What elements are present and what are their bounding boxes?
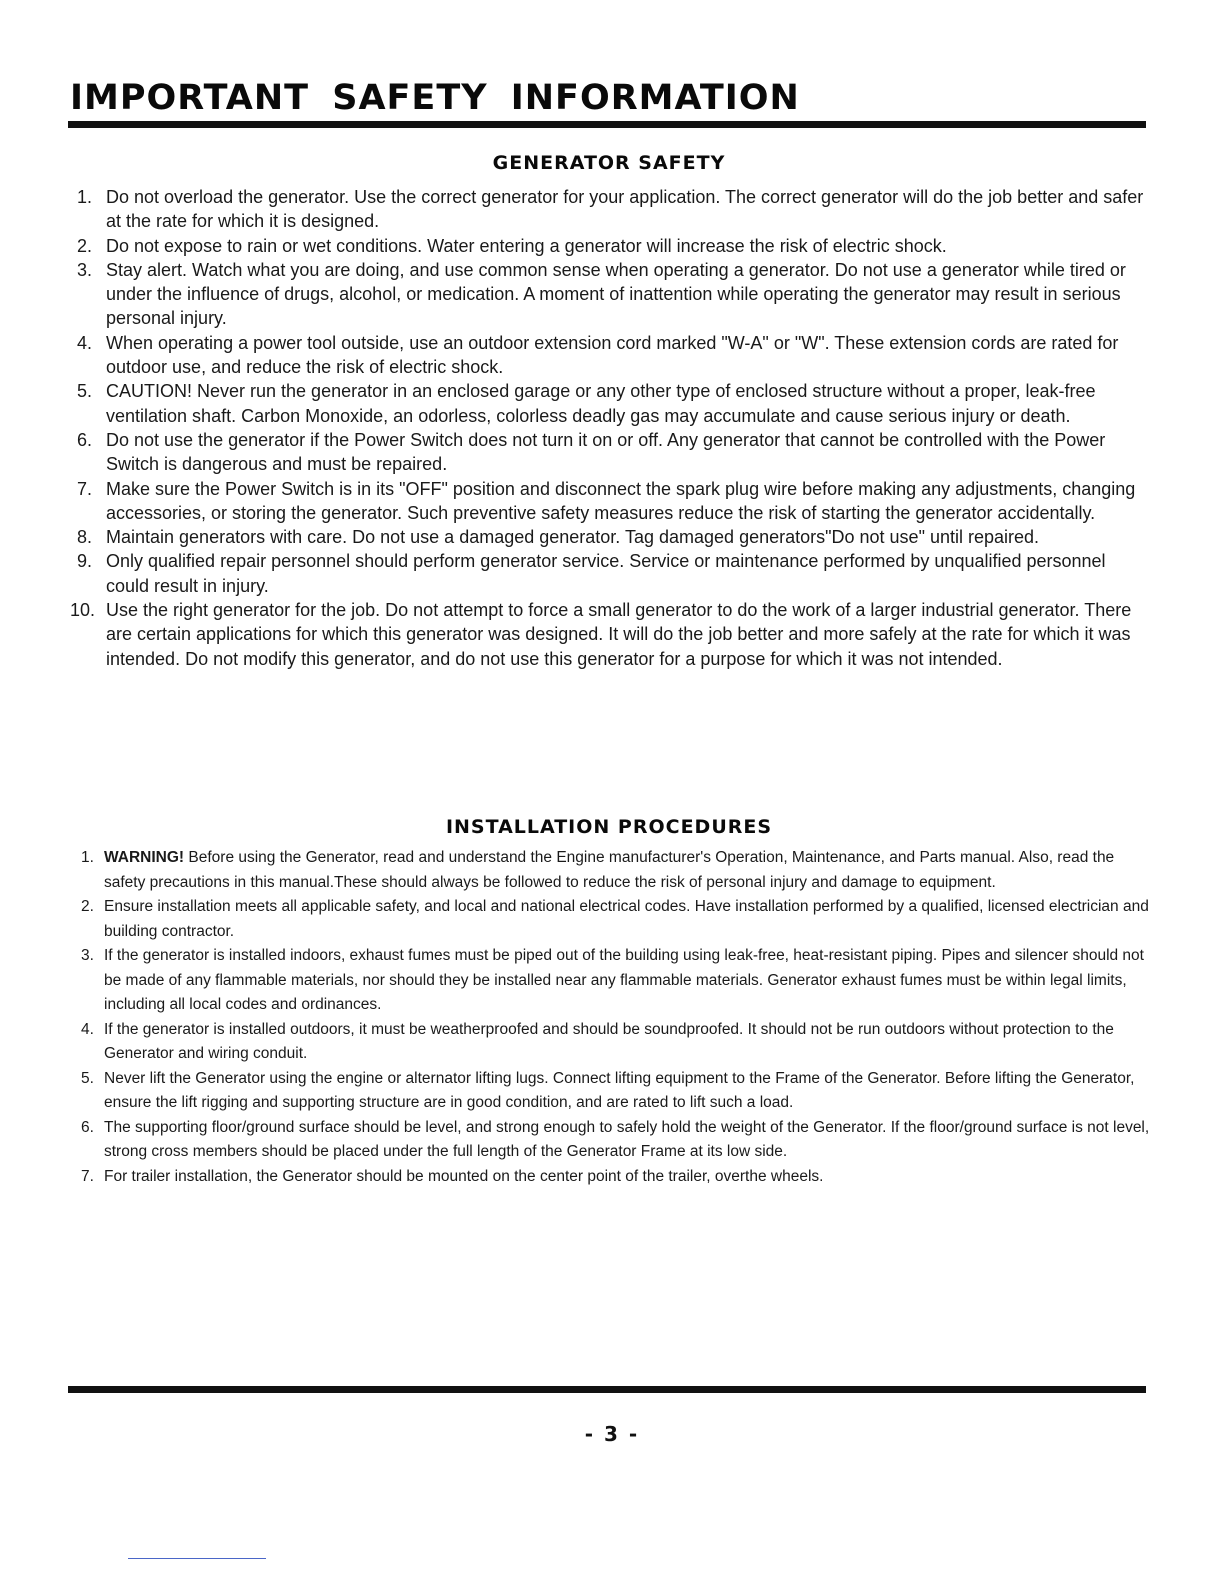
page-number: - 3 - xyxy=(584,1422,640,1446)
item-text: Maintain generators with care. Do not use a damaged generator. Tag damaged generators"Do not use" until repaired. xyxy=(106,527,1040,548)
list-item xyxy=(0,1067,1150,1116)
list-item xyxy=(0,1165,1150,1190)
item-number: 5. xyxy=(77,381,93,402)
item-number: 6. xyxy=(81,1118,94,1136)
list-item xyxy=(0,598,1150,671)
item-number: 7. xyxy=(77,478,93,499)
item-text: If the generator is installed outdoors, it must be weatherproofed and should be soundproofed. It should not be run outdoors without protection to the Generator and wiring conduit. xyxy=(104,1020,1114,1062)
item-text: The supporting floor/ground surface should be level, and strong enough to safely hold the weight of the Generator. If the floor/ground surface is not level, strong cross members should be placed under the full length of the Generator Frame at its low side. xyxy=(104,1118,1150,1160)
list-item xyxy=(0,234,1150,258)
item-number: 3. xyxy=(77,259,93,280)
installation-procedures-list xyxy=(0,846,1150,1189)
list-item xyxy=(0,331,1150,380)
item-number: 4. xyxy=(81,1020,94,1038)
item-number: 9. xyxy=(77,551,93,572)
installation-procedures-heading: INSTALLATION PROCEDURES xyxy=(445,816,773,838)
item-text: When operating a power tool outside, use an outdoor extension cord marked "W-A" or "W". These extension cords are rated for outdoor use, and reduce the risk of electric shock. xyxy=(106,332,1119,378)
list-item xyxy=(0,185,1150,234)
list-item xyxy=(0,1116,1150,1165)
item-text: Make sure the Power Switch is in its "OFF" position and disconnect the spark plug wire before making any adjustments, changing accessories, or storing the generator. Such preventive safety measures reduce the risk of starting the generator accidentally. xyxy=(106,478,1136,523)
item-text: Stay alert. Watch what you are doing, and use common sense when operating a generator. Do not use a generator while tired or under the influence of drugs, alcohol, or medication. A moment of inattention while operating the generator may result in serious personal injury. xyxy=(106,259,1126,329)
generator-safety-list xyxy=(0,185,1150,671)
item-number: 4. xyxy=(77,332,93,353)
item-text: For trailer installation, the Generator should be mounted on the center point of the trailer, overthe wheels. xyxy=(104,1167,824,1185)
item-text: Before using the Generator, read and understand the Engine manufacturer's Operation, Maintenance, and Parts manual. Also, read the safety precautions in this manual.These should always be followed to reduce the risk of personal injury and damage to equipment. xyxy=(104,849,1115,891)
list-item xyxy=(0,428,1150,477)
list-item xyxy=(0,477,1150,526)
item-number: 3. xyxy=(81,947,94,964)
item-number: 2. xyxy=(77,235,93,256)
warning-label: WARNING! xyxy=(104,849,185,866)
item-text: CAUTION! Never run the generator in an enclosed garage or any other type of enclosed structure without a proper, leak-free ventilation shaft. Carbon Monoxide, an odorless, colorless deadly gas may accumulate and cause serious injury or death. xyxy=(106,381,1096,426)
item-text: Ensure installation meets all applicable safety, and local and national electrical codes. Have installation performed by a qualified, licensed electrician and building contractor. xyxy=(104,898,1149,940)
item-number: 2. xyxy=(81,898,94,915)
list-item xyxy=(0,549,1150,598)
list-item xyxy=(0,895,1150,944)
page-title: IMPORTANT SAFETY INFORMATION xyxy=(70,78,800,118)
bottom-underline xyxy=(128,1558,266,1559)
item-number: 6. xyxy=(77,429,93,450)
list-item xyxy=(0,379,1150,428)
item-text: Do not expose to rain or wet conditions. Water entering a generator will increase the risk of electric shock. xyxy=(106,235,947,256)
list-item xyxy=(0,1018,1150,1067)
item-text: Do not use the generator if the Power Switch does not turn it on or off. Any generator that cannot be controlled with the Power Switch is dangerous and must be repaired. xyxy=(106,429,1106,475)
item-number: 1. xyxy=(77,187,93,207)
item-number: 1. xyxy=(81,849,94,866)
item-number: 7. xyxy=(81,1167,94,1185)
item-text: Do not overload the generator. Use the correct generator for your application. The correct generator will do the job better and safer at the rate for which it is designed. xyxy=(106,187,1144,232)
item-number: 5. xyxy=(81,1069,94,1087)
item-text: Only qualified repair personnel should perform generator service. Service or maintenance performed by unqualified personnel could result in injury. xyxy=(106,551,1106,596)
list-item xyxy=(0,258,1150,331)
item-text: Never lift the Generator using the engine or alternator lifting lugs. Connect lifting equipment to the Frame of the Generator. Before lifting the Generator, ensure the lift rigging and supporting structure are in good condition, and are rated to lift such a load. xyxy=(104,1069,1135,1111)
item-number: 8. xyxy=(77,527,93,548)
item-text: Use the right generator for the job. Do not attempt to force a small generator to do the work of a larger industrial generator. There are certain applications for which this generator was designed. It will do the job better and more safely at the rate for which it was intended. Do not modify this generator, and do not use this generator for a purpose for which it was not intended. xyxy=(106,600,1132,669)
item-number: 10. xyxy=(70,600,96,621)
list-item xyxy=(0,525,1150,549)
list-item xyxy=(0,944,1150,1018)
list-item xyxy=(0,846,1150,895)
title-rule xyxy=(68,121,1146,128)
item-text: If the generator is installed indoors, exhaust fumes must be piped out of the building using leak-free, heat-resistant piping. Pipes and silencer should not be made of any flammable materials, nor should they be installed near any flammable materials. Generator exhaust fumes must be within legal limits, including all local codes and ordinances. xyxy=(104,947,1144,1013)
footer-rule xyxy=(68,1386,1146,1393)
generator-safety-heading: GENERATOR SAFETY xyxy=(492,152,726,174)
